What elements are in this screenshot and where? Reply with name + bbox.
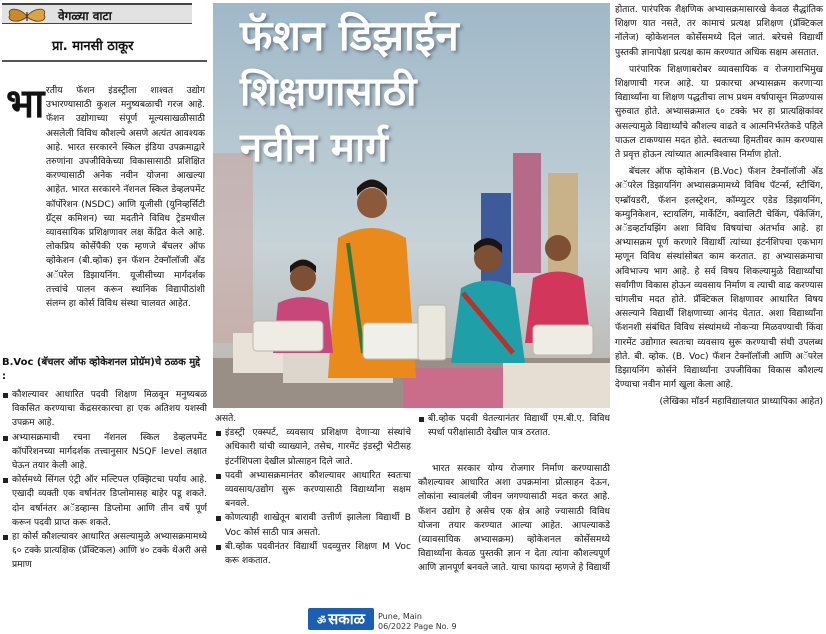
bvoc-highlights-continued	[215, 412, 411, 612]
list-item: कौशल्यावर आधारित पदवी शिक्षण मिळवून मनुष्यबळ विकसित करण्याचा केंद्रसरकारचा हा एक अतिशय यशस्वी उपक्रम आहे.	[2, 388, 207, 431]
list-item: पदवी अभ्यासक्रमानंतर कौशल्यावर आधारित स्वतःचा व्यवसाय/उद्योग सुरू करण्यासाठी विद्यार्थ्यांना सक्षम बनवले.	[215, 469, 411, 512]
practical-knowledge-paragraph: होतात. पारंपरिक शैक्षणिक अभ्यासक्रमासारखे केवळ सैद्धांतिक शिक्षण यात नसते, तर कामाचं प्रत्यक्ष प्रशिक्षण (प्रॅक्टिकल नॉलेज) व्होकेशनल कोर्सेसमध्ये दिलं जातं. बरेचसे विद्यार्थी पुस्तकी ज्ञानापेक्षा प्रत्यक्ष काम करण्यात अधिक सक्षम असतात.	[615, 5, 823, 58]
bvoc-highlights-heading: B.Voc (बॅचलर ऑफ व्होकेशनल प्रोग्रॅम)चे ठळक मुद्दे :	[2, 357, 201, 382]
headline-line-1: फॅशन डिझाईन	[240, 11, 459, 60]
right-article-column	[615, 3, 823, 621]
bvoc-highlights-list	[2, 388, 207, 624]
headline-line-3: नवीन मार्ग	[240, 125, 388, 171]
list-item: अभ्यासक्रमाची रचना नॅशनल स्किल डेव्हलपमेंट कॉर्पोरेशनच्या मार्गदर्शक तत्त्वानुसार NSQF level लक्षात घेऊन तयार केली आहे.	[2, 431, 207, 474]
masthead-name: सकाळ	[328, 610, 366, 628]
article-headline	[240, 8, 600, 176]
date-page-label: 06/2022 Page No. 9	[378, 622, 457, 631]
bvoc-highlights-last	[418, 412, 610, 442]
author-byline: प्रा. मानसी ठाकूर	[52, 39, 134, 54]
vocational-need-paragraph: पारंपारिक शिक्षणाबरोबर व्यावसायिक व रोजगाराभिमुख शिक्षणाची गरज आहे. या प्रकारचा अभ्यासक्रम करणाऱ्या विद्यार्थ्यांना या शिक्षण पद्धतीचा लाभ प्रथम वर्षापासून मिळण्यास सुरुवात होते. अभ्यासक्रमात ६० टक्के भर हा प्रात्यक्षिकांवर असल्यामुळे विद्यार्थ्यांचे कौशल्य वाढते व आत्मनिर्भरतेकडे पहिले पाऊल टाकण्यास मदत होते. स्वतःच्या हिमतीवर काम करण्यास ते प्रवृत्त होऊन त्यांच्यात आत्मविश्वास निर्माण होतो.	[615, 64, 823, 161]
list-item: कोर्समध्ये सिंगल एंट्री ऑर मल्टिपल एक्झिटचा पर्याय आहे. एखादी व्यक्ती एक वर्षानंतर डिप्लोमासह बाहेर पडू शकते. दोन वर्षानंतर अॅडव्हान्स डिप्लोमा आणि तीन वर्षे पूर्ण करून पदवी प्राप्त करू शकते.	[2, 473, 207, 530]
intro-paragraph: रतीय फॅशन इंडस्ट्रीला शाश्वत उद्योग उभारण्यासाठी कुशल मनुष्यबळाची गरज आहे. फॅशन उद्योगाच्या संपूर्ण मूल्यसाखळीसाठी असलेली विविध कौशल्ये असणे अत्यंत आवश्यक आहे. भारत सरकारने स्किल इंडिया उपक्रमाद्वारे तरुणांना उपजीविकेच्या विकासासाठी प्रशिक्षित करण्यासाठी अनेक नवीन योजना आखल्या आहेत. भारत सरकारने नॅशनल स्किल डेव्हलपमेंट कॉर्पोरेशन (NSDC) आणि यूजीसी (युनिव्हर्सिटी ग्रँट्स कमिशन) च्या मदतीने विविध ट्रेडमधील व्यावसायिक प्रशिक्षणावर लक्ष केंद्रित केले आहे. लोकप्रिय कोर्सेपैकी एक म्हणजे बॅचलर ऑफ व्होकेशन (बी.व्होक) इन फॅशन टेक्नॉलॉजी अँड अॅपरेल डिझायनिंग. यूजीसीच्या मार्गदर्शक तत्त्वांचे पालन करून स्थानिक विद्यापीठांशी संलग्न हा कोर्स विविध संस्था चालवत आहेत.	[46, 86, 205, 310]
list-item: कोणत्याही शाखेतून बारावी उत्तीर्ण झालेला विद्यार्थी B Voc कोर्स साठी पात्र असतो.	[215, 511, 411, 539]
government-initiative-paragraph: भारत सरकार योग्य रोजगार निर्माण करण्यासाठी कौशल्यावर आधारित अशा उपक्रमांना प्रोत्साहन देऊन, लोकांना स्वावलंबी जीवन जगण्यासाठी मदत करत आहे. फॅशन उद्योग हे असेच एक क्षेत्र आहे ज्यासाठी विविध योजना तयार करण्यात आल्या आहेत. आपल्याकडे (व्यावसायिक अभ्यासक्रम) व्होकेशनल कोर्सेसमध्ये विद्यार्थ्यांना केवळ पुस्तकी ज्ञान न देता त्यांना कौशल्यपूर्ण आणि ज्ञानपूर्ण बनवले जाते. याचा फायदा म्हणजे हे विद्यार्थी	[418, 464, 610, 574]
column-tag-label: वेगळ्या वाटा	[58, 9, 112, 23]
list-item: हा कोर्स कौशल्यावर आधारित असल्यामुळे अभ्यासक्रमामध्ये ६० टक्के प्रात्यक्षिक (प्रॅक्टिकल) आणि ४० टक्के थेअरी असे प्रमाण	[2, 530, 207, 573]
newspaper-masthead-logo	[308, 608, 374, 630]
om-icon: ॐ	[316, 616, 327, 627]
continued-text: असते.	[215, 414, 237, 424]
government-initiative-column	[418, 462, 610, 612]
author-note: (लेखिका मॉडर्न महाविद्यालयात प्राध्यापिका आहेत)	[659, 397, 823, 408]
edition-label: Pune, Main	[378, 612, 422, 621]
course-subjects-paragraph: बॅचलर ऑफ व्होकेशन (B.Voc) फॅशन टेक्नॉलॉजी अँड अॅपरेल डिझायनिंग अभ्यासक्रमामध्ये विविध पॅटर्न्स, स्टीचिंग, एम्ब्रॉयडरी, फॅशन इलस्ट्रेशन, कॉम्प्युटर एडेड डिझायनिंग, कम्युनिकेशन, स्टायलिंग, मार्केटिंग, क्वालिटी चेकिंग, पॅकेजिंग, अॅडव्हर्टायझिंग अशा विविध विषयांचा अंतर्भाव आहे. हा अभ्यासक्रम पूर्ण करणारे विद्यार्थी त्यांच्या इंटर्नशिपचा एकभाग म्हणून विविध संस्थांसोबत काम करतात. हा अभ्यासक्रमाचा अविभाज्य भाग आहे. हे सर्व विषय शिकल्यामुळे विद्यार्थ्यांचा सर्वांगीण विकास होऊन व्यवसाय निर्माण व त्याची वाढ करण्यास चांगलीच मदत होते. प्रॅक्टिकल शिक्षणावर आधारित विषय असल्याने विद्यार्थी शिक्षणाच्या आनंद घेतात. अशा विद्यार्थ्यांना फॅशनशी संबंधित विविध संस्थांमध्ये नोकऱ्या मिळवण्याची किंवा गारमेंट उद्योगात स्वतःचा व्यवसाय सुरू करण्याची संधी उपलब्ध होते. बी. व्होक. (B. Voc) फॅशन टेक्नॉलॉजी आणि अॅपरेल डिझायनिंग कोर्सने विद्यार्थ्यांना उपजीविका विकास कौशल्य देण्याचा नवीन मार्ग खुला केला आहे.	[615, 167, 823, 391]
list-item: इंडस्ट्री एक्स्पर्ट, व्यवसाय प्रशिक्षण देणाऱ्या संस्थांचे अधिकारी यांची व्याख्याने, तसेच, गारमेंट इंडस्ट्री भेटीसह इंटर्नशिपला देखील प्रोत्साहन दिले जाते.	[215, 426, 411, 469]
intro-paragraph-column	[2, 81, 205, 334]
butterfly-icon	[4, 6, 50, 26]
byline-divider	[2, 60, 207, 62]
column-tag	[2, 3, 192, 24]
drop-cap: भा	[6, 81, 45, 127]
headline-line-2: शिक्षणासाठी	[240, 69, 417, 115]
list-item: बी.व्होक पदवीनंतर विद्यार्थी पदव्युत्तर शिक्षण M Voc करू शकतात.	[215, 540, 411, 568]
publication-info	[378, 612, 457, 632]
list-item: बी.व्होक पदवी घेतल्यानंतर विद्यार्थी एम.बी.ए. विविध स्पर्धा परीक्षांसाठी देखील पात्र ठरतात.	[418, 412, 610, 440]
